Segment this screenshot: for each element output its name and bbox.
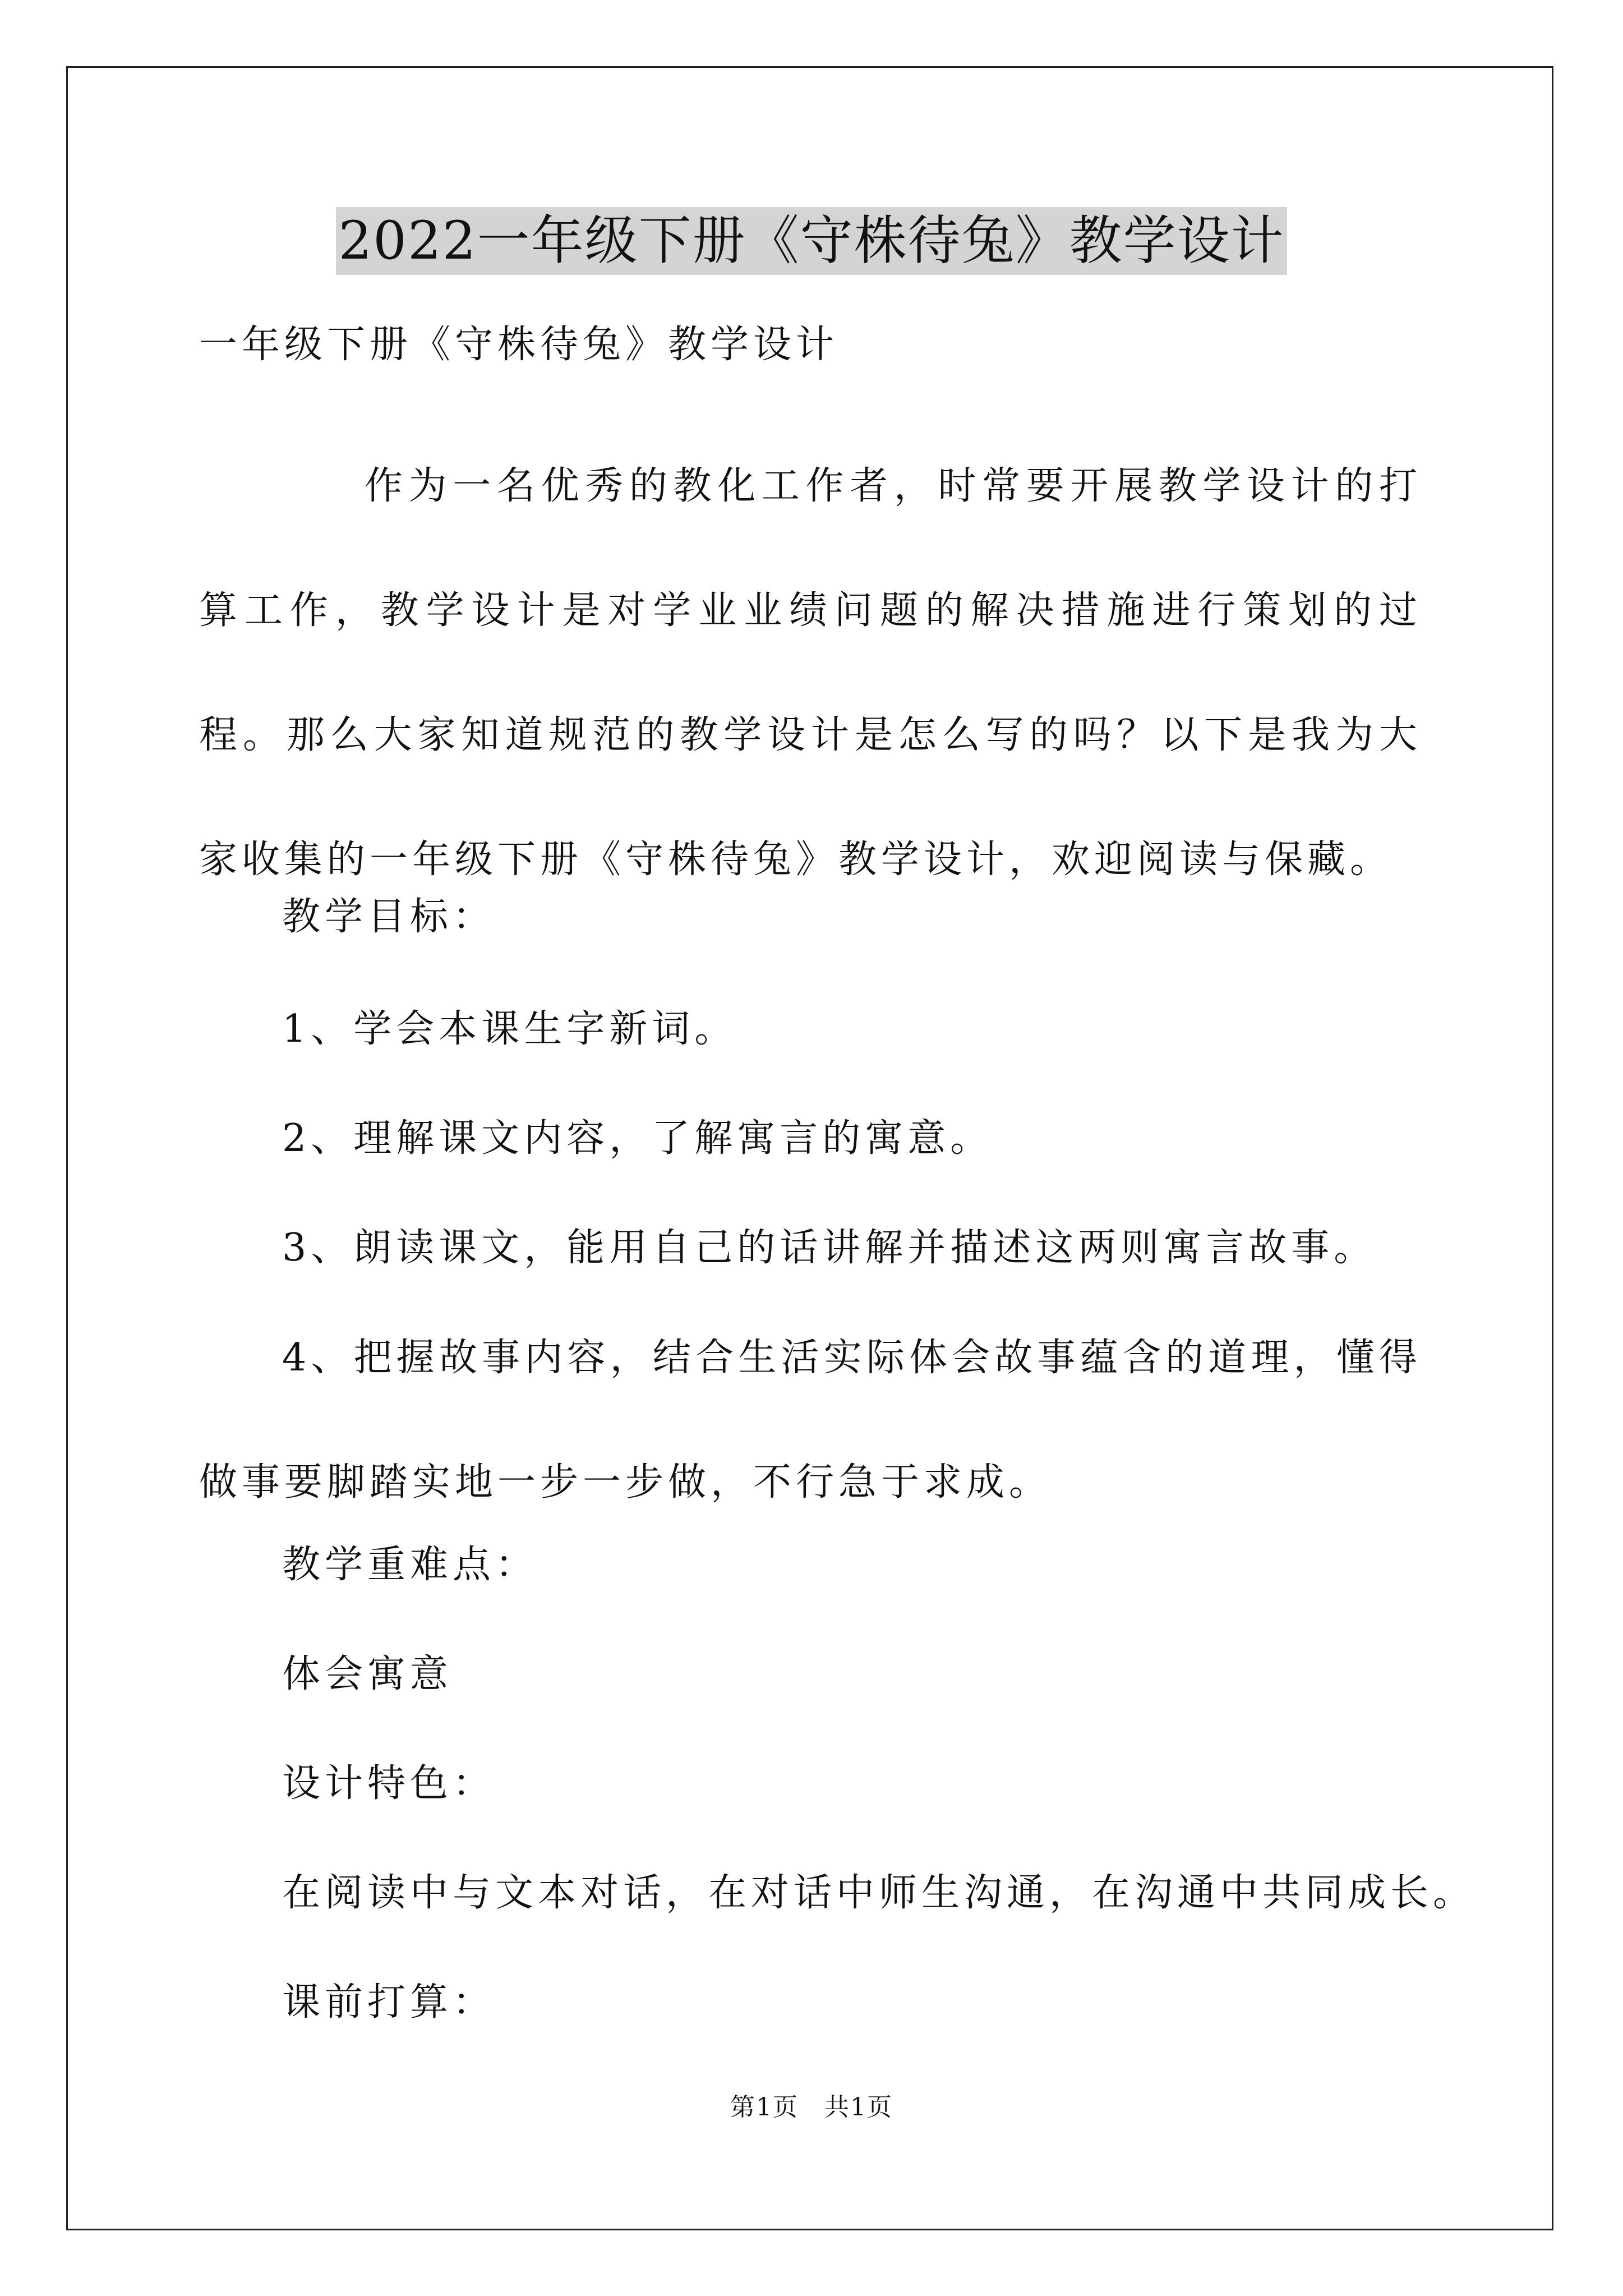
document-title [0, 205, 1623, 278]
difficulty-heading: 教学重难点： [282, 1543, 538, 1587]
page-footer: 第1页 共1页 [730, 2093, 893, 2122]
goal-item-2: 2、理解课文内容，了解寓言的寓意。 [282, 1116, 993, 1161]
feature-heading: 设计特色： [282, 1761, 496, 1806]
goal-item-1: 1、学会本课生字新词。 [282, 1007, 737, 1051]
difficulty-text: 体会寓意 [282, 1652, 453, 1696]
goal-item-4: 4、把握故事内容，结合生活实际体会故事蕴含的道理，懂得做事要脚踏实地一步一步做，不行急于求成。 [199, 1336, 1422, 1504]
feature-text: 在阅读中与文本对话，在对话中师生沟通，在沟通中共同成长。 [282, 1871, 1476, 1915]
goals-heading: 教学目标： [282, 895, 496, 939]
document-title-text: 2022一年级下册《守株待兔》教学设计 [336, 207, 1287, 275]
prep-heading: 课前打算： [282, 1980, 496, 2024]
intro-paragraph: 作为一名优秀的教化工作者，时常要开展教学设计的打算工作，教学设计是对学业业绩问题的解决措施进行策划的过程。那么大家知道规范的教学设计是怎么写的吗？以下是我为大家收集的一年级下册《守株待兔》教学设计，欢迎阅读与保藏。 [199, 464, 1422, 882]
goal-item-3: 3、朗读课文，能用自己的话讲解并描述这两则寓言故事。 [282, 1226, 1377, 1270]
subtitle: 一年级下册《守株待兔》教学设计 [199, 323, 839, 367]
